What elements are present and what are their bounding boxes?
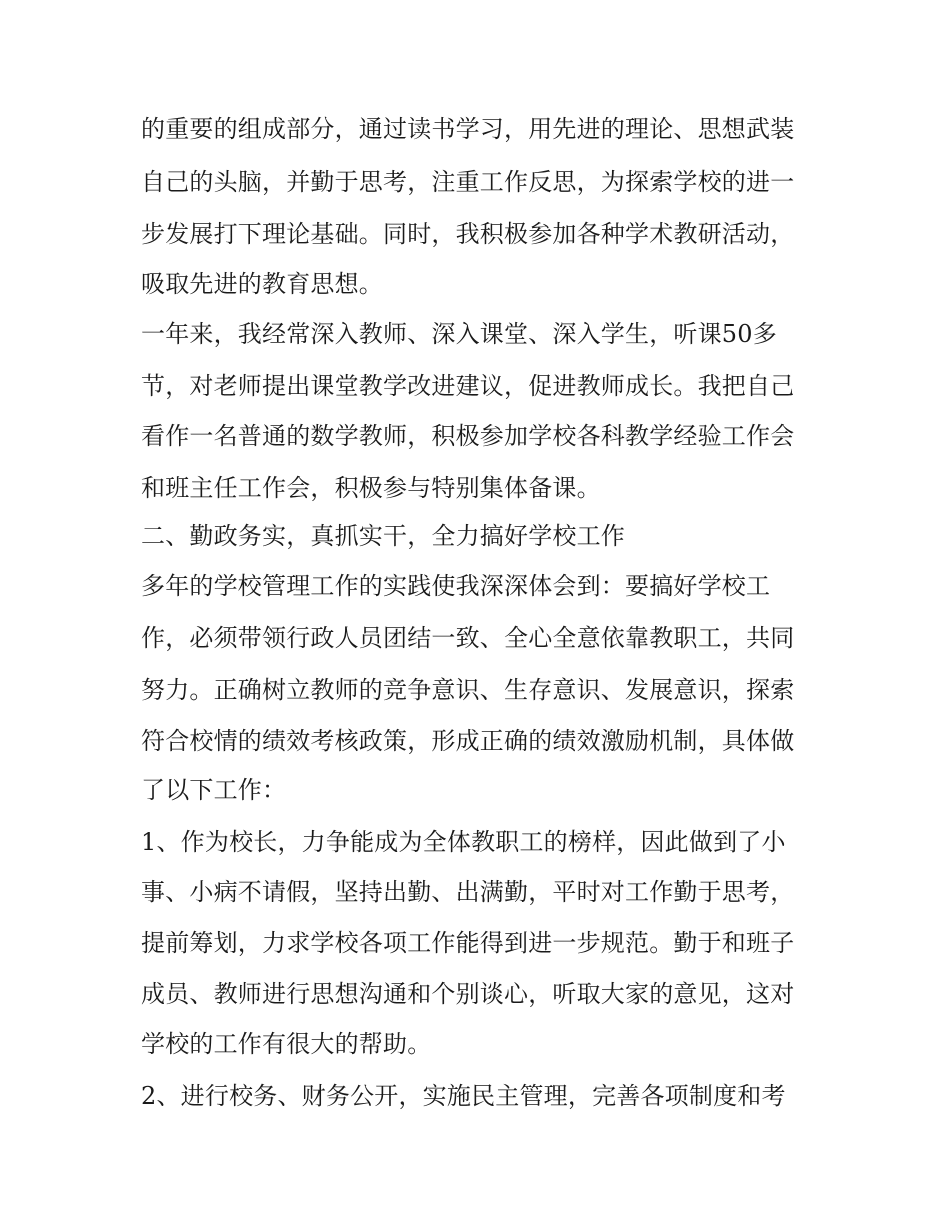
text-line: 多年的学校管理工作的实践使我深深体会到：要搞好学校工 bbox=[141, 572, 771, 600]
text-line: 事、小病不请假，坚持出勤、出满勤，平时对工作勤于思考， bbox=[141, 878, 795, 906]
text-line: 一年来，我经常深入教师、深入课堂、深入学生，听课50多 bbox=[141, 320, 777, 348]
text-line: 提前筹划，力求学校各项工作能得到进一步规范。勤于和班子 bbox=[141, 929, 795, 957]
section-heading: 二、勤政务实，真抓实干，全力搞好学校工作 bbox=[141, 522, 625, 550]
text-line: 步发展打下理论基础。同时，我积极参加各种学术教研活动， bbox=[141, 220, 795, 248]
text-line: 努力。正确树立教师的竞争意识、生存意识、发展意识，探索 bbox=[141, 676, 795, 704]
text-line: 看作一名普通的数学教师，积极参加学校各科教学经验工作会 bbox=[141, 422, 795, 450]
text-line: 自己的头脑，并勤于思考，注重工作反思，为探索学校的进一 bbox=[141, 168, 795, 196]
text-line: 了以下工作： bbox=[141, 776, 287, 804]
text-line: 学校的工作有很大的帮助。 bbox=[141, 1030, 432, 1058]
text-line: 2、进行校务、财务公开，实施民主管理，完善各项制度和考 bbox=[141, 1082, 786, 1110]
text-line: 节，对老师提出课堂教学改进建议，促进教师成长。我把自己 bbox=[141, 372, 795, 400]
text-line: 成员、教师进行思想沟通和个别谈心，听取大家的意见，这对 bbox=[141, 980, 795, 1008]
text-line: 和班主任工作会，积极参与特别集体备课。 bbox=[141, 474, 601, 502]
text-line: 符合校情的绩效考核政策，形成正确的绩效激励机制，具体做 bbox=[141, 727, 795, 755]
text-line: 吸取先进的教育思想。 bbox=[141, 270, 383, 298]
text-line: 1、作为校长，力争能成为全体教职工的榜样，因此做到了小 bbox=[141, 828, 786, 856]
text-line: 的重要的组成部分，通过读书学习，用先进的理论、思想武装 bbox=[141, 115, 795, 143]
text-line: 作，必须带领行政人员团结一致、全心全意依靠教职工，共同 bbox=[141, 624, 795, 652]
